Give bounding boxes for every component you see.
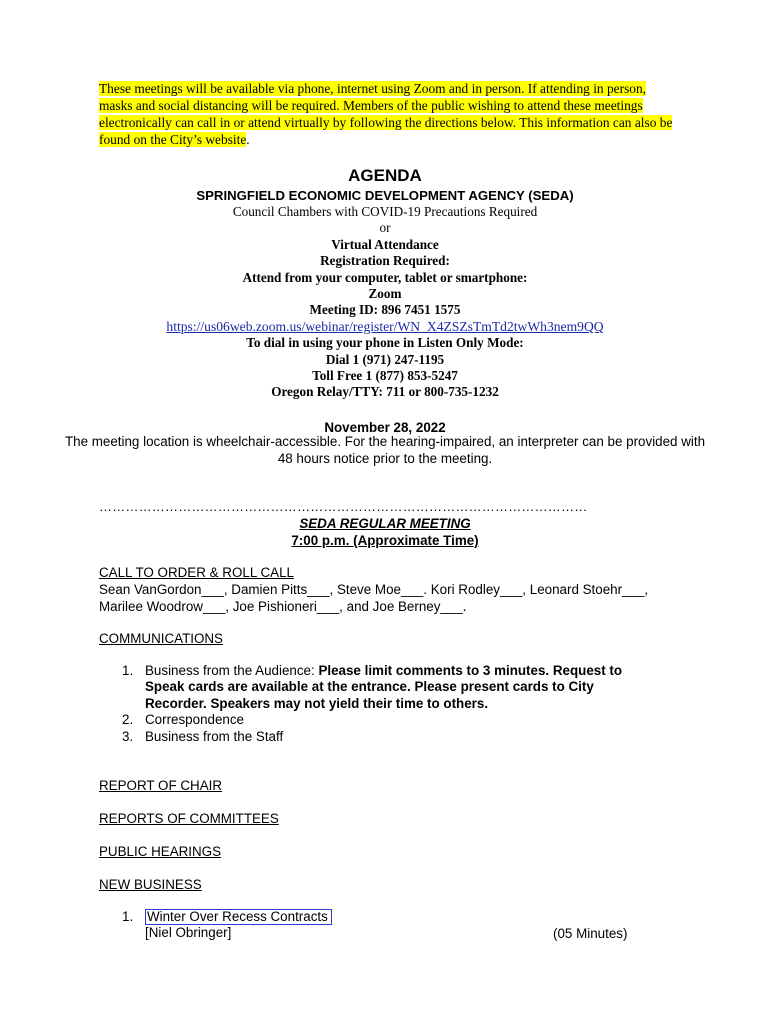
attend-line: Attend from your computer, tablet or smartphone:	[242, 269, 528, 285]
item-number: 3.	[122, 728, 134, 744]
public-hearings-heading: PUBLIC HEARINGS	[99, 844, 222, 859]
item-number: 1.	[122, 909, 134, 924]
item-label: Correspondence	[145, 712, 245, 728]
list-item	[122, 663, 642, 712]
meeting-id: Meeting ID: 896 7451 1575	[309, 302, 461, 318]
item-label: Business from the Staff	[145, 728, 284, 744]
list-item	[122, 712, 642, 728]
meeting-title: SEDA REGULAR MEETING	[299, 516, 471, 531]
notice-text: These meetings will be available via phone, internet using Zoom and in person. If attending in person, masks and social distancing will be required. Members of the public wishing to attend these meetings electronically can call in or attend virtually by following the directions below. This information can also be found on the City’s website	[99, 81, 673, 147]
agency-name: SPRINGFIELD ECONOMIC DEVELOPMENT AGENCY (SEDA)	[196, 188, 574, 203]
or-line: or	[379, 220, 391, 236]
item-number: 2.	[122, 712, 134, 728]
zoom-registration-link[interactable]: https://us06web.zoom.us/webinar/register/WN_X4ZSZsTmTd2twWh3nem9QQ	[166, 318, 604, 334]
roll-call-line-1: Sean VanGordon___, Damien Pitts___, Steve Moe___. Kori Rodley___, Leonard Stoehr___,	[99, 582, 649, 597]
roll-call-heading: CALL TO ORDER & ROLL CALL	[99, 565, 294, 580]
communications-heading: COMMUNICATIONS	[99, 631, 223, 646]
roll-call-section	[99, 564, 699, 615]
item-number: 1.	[122, 663, 134, 678]
reports-of-committees-heading: REPORTS OF COMMITTEES	[99, 811, 279, 826]
communications-list	[122, 663, 642, 745]
winter-over-recess-link[interactable]: Winter Over Recess Contracts	[145, 909, 332, 925]
accessibility-note: The meeting location is wheelchair-accessible. For the hearing-impaired, an interpreter can be provided with 48 hours notice prior to the meeting.	[64, 434, 706, 466]
item-bold-note: Please limit comments to 3 minutes. Request to Speak cards are available at the entrance. Please present cards to City Recorder. Speakers may not yield their time to others.	[145, 663, 623, 711]
zoom-line: Zoom	[368, 286, 402, 302]
meeting-date: November 28, 2022	[324, 420, 446, 435]
toll-free-number: Toll Free 1 (877) 853-5247	[312, 368, 458, 384]
attendance-info	[60, 204, 710, 401]
item-duration: (05 Minutes)	[553, 926, 628, 941]
meeting-notice	[99, 80, 679, 148]
new-business-heading: NEW BUSINESS	[99, 877, 202, 892]
roll-call-line-2: Marilee Woodrow___, Joe Pishioneri___, and Joe Berney___.	[99, 599, 467, 614]
dial-number: Dial 1 (971) 247-1195	[325, 351, 445, 367]
separator-dots: …………………………………………………………………………………………………	[99, 499, 588, 514]
relay-number: Oregon Relay/TTY: 711 or 800-735-1232	[271, 384, 499, 400]
item-label: Business from the Audience:	[145, 663, 319, 678]
list-item	[122, 729, 642, 745]
agenda-title: AGENDA	[348, 166, 422, 185]
report-of-chair-heading: REPORT OF CHAIR	[99, 778, 223, 793]
meeting-time: 7:00 p.m. (Approximate Time)	[291, 533, 479, 548]
dial-intro: To dial in using your phone in Listen Only Mode:	[246, 335, 524, 351]
location-line: Council Chambers with COVID-19 Precautions Required	[232, 204, 538, 219]
virtual-attendance: Virtual Attendance	[331, 236, 439, 252]
registration-required: Registration Required:	[320, 253, 450, 269]
presenter: [Niel Obringer]	[145, 925, 232, 941]
notice-end: .	[246, 132, 250, 147]
